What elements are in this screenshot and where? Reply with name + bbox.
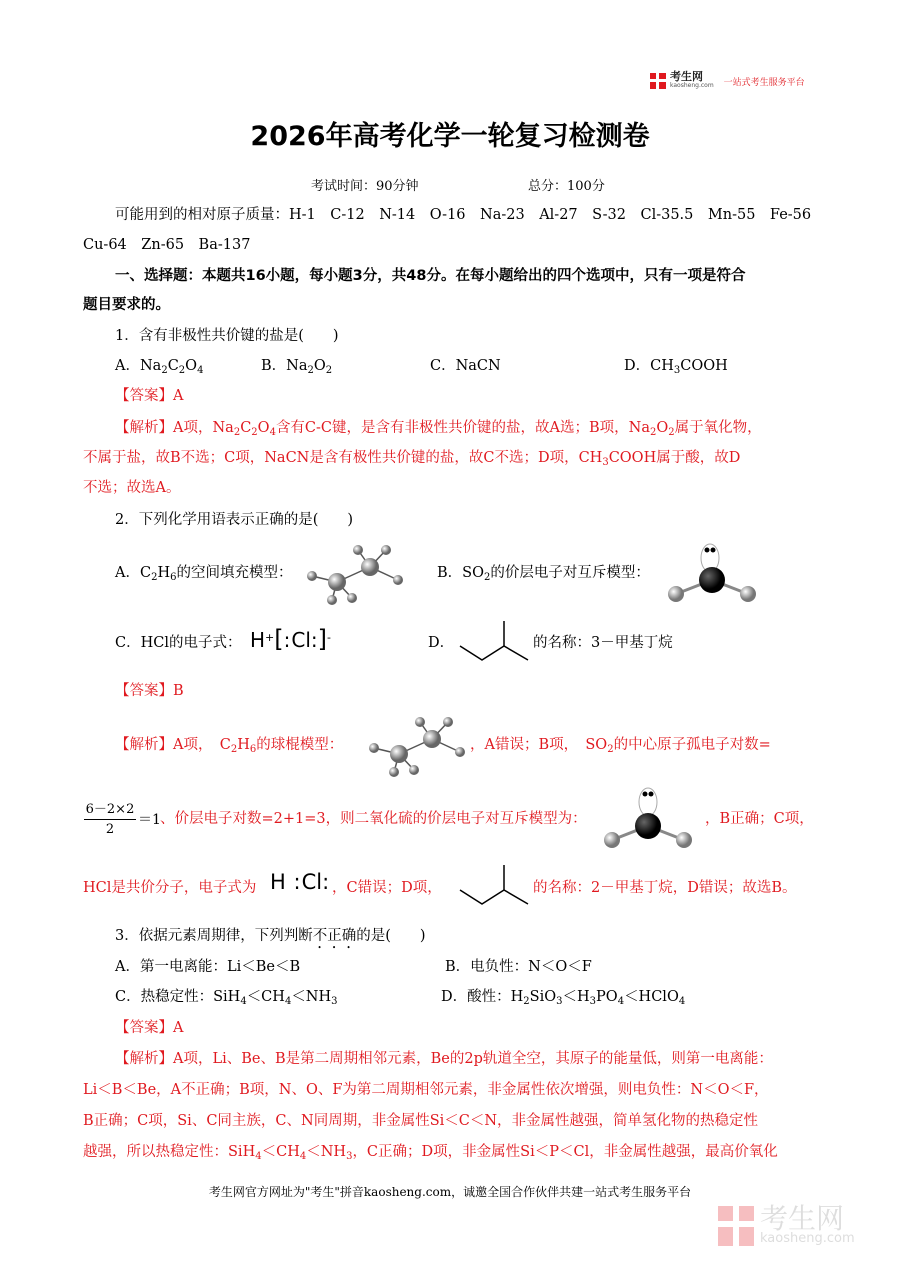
q1-answer: 【答案】A xyxy=(115,388,184,404)
atomic-mass-line1 xyxy=(115,205,811,225)
kaosheng-logo-icon xyxy=(650,73,666,89)
q1-explanation-1: 【解析】A项，$Na_2C_2O_4$含有C-C键，是含有非极性共价键的盐，故A选；B项，$Na_2O_2$属于氧化物， xyxy=(115,420,762,438)
q2-answer: 【答案】B xyxy=(115,683,184,699)
fraction-result: ＝1 xyxy=(138,812,161,828)
q2-option-b: B．$SO_2$的价层电子对互斥模型： xyxy=(437,565,650,583)
q2-option-a: A．$C_2H_6$的空间填充模型： xyxy=(115,565,293,583)
page-title: 2026年高考化学一轮复习检测卷 xyxy=(250,121,650,152)
exam-time: 考试时间：90分钟 xyxy=(311,179,419,194)
q3-option-b: B．电负性：N＜O＜F xyxy=(445,959,592,975)
fraction-numerator: 6－2×2 xyxy=(84,798,136,820)
section-heading-1: 一、选择题：本题共16小题，每小题3分，共48分。在每小题给出的四个选项中，只有一项是符合 xyxy=(115,268,746,284)
q1-stem: 1．含有非极性共价键的盐是( ) xyxy=(115,328,339,344)
skeletal-formula-image xyxy=(458,618,530,664)
q3-explanation-2: Li＜B＜Be，A不正确；B项，N、O、F为第二周期相邻元素，非金属性依次增强，则电负性：N＜O＜F， xyxy=(83,1082,769,1098)
q3-explanation-1: 【解析】A项，Li、Be、B是第二周期相邻元素，Be的2p轨道全空，其原子的能量低，则第一电离能： xyxy=(115,1051,773,1067)
fraction-denominator: 2 xyxy=(105,822,115,837)
exam-total: 总分：100分 xyxy=(528,179,605,194)
watermark-logo-icon xyxy=(718,1206,754,1246)
q3-option-a: A．第一电离能：Li＜Be＜B xyxy=(115,959,301,975)
watermark-text: 考生网 xyxy=(760,1202,845,1235)
q2-explanation-3: HCl是共价分子，电子式为 xyxy=(83,880,257,896)
section-heading-2: 题目要求的。 xyxy=(83,297,170,313)
atomic-mass-line2: Cu-64 Zn-65 Ba-137 xyxy=(83,237,251,253)
ethane-model-image xyxy=(302,542,408,606)
q2-explanation-3c: 的名称：2－甲基丁烷，D错误；故选B。 xyxy=(533,880,797,896)
q1-option-a: A．$Na_2C_2O_4$ xyxy=(115,358,204,376)
lone-pair-fraction xyxy=(84,798,136,837)
so2-vsepr-model-image xyxy=(662,540,762,608)
q2-option-d: D． xyxy=(428,635,455,651)
q1-option-d: D．$CH_3COOH$ xyxy=(624,358,728,376)
q2-stem: 2．下列化学用语表示正确的是( ) xyxy=(115,512,354,528)
ethane-ball-stick-image xyxy=(364,714,470,778)
atomic-mass-intro: 可能用到的相对原子质量： xyxy=(115,207,289,223)
atomic-mass-list1: H-1 C-12 N-14 O-16 Na-23 Al-27 S-32 Cl-35.5 Mn-55 Fe-56 xyxy=(289,207,812,223)
hcl-wrong-electron-formula: H+[:Cl:]- xyxy=(250,625,332,653)
q1-option-b: B．$Na_2O_2$ xyxy=(261,358,333,376)
brand-slogan: 一站式考生服务平台 xyxy=(723,77,805,88)
header-logo[interactable] xyxy=(650,72,805,90)
q3-explanation-4: 越强，所以热稳定性：$SiH_4<CH_4<NH_3$，C正确；D项，非金属性Si＜P＜Cl，非金属性越强，最高价氧化 xyxy=(83,1144,778,1162)
brand-url: kaosheng.com xyxy=(670,82,714,89)
page-footer: 考生网官方网址为"考生"拼音kaosheng.com，诚邀全国合作伙伴共建一站式考生服务平台 xyxy=(208,1185,692,1199)
q3-option-d: D．酸性：$H_2SiO_3<H_3PO_4<HClO_4$ xyxy=(441,989,686,1007)
q2-explanation-2: 、价层电子对数=2+1=3，则二氧化硫的价层电子对互斥模型为： xyxy=(160,811,587,827)
watermark-url: kaosheng.com xyxy=(760,1231,855,1246)
q2-option-d-name: 的名称：3－甲基丁烷 xyxy=(533,635,673,651)
q1-explanation-2: 不属于盐，故B不选；C项，NaCN是含有极性共价键的盐，故C不选；D项，$CH_3COOH$属于酸，故D xyxy=(83,450,741,468)
q1-option-c: C．NaCN xyxy=(430,358,501,374)
q1-explanation-3: 不选；故选A。 xyxy=(83,480,181,496)
q2-explanation-1b: ，A错误；B项， $SO_2$的中心原子孤电子对数= xyxy=(470,737,771,755)
q2-explanation-2b: ，B正确；C项， xyxy=(705,811,814,827)
q3-option-c: C．热稳定性：$SiH_4<CH_4<NH_3$ xyxy=(115,989,338,1007)
brand-name: 考生网 xyxy=(670,70,703,83)
q2-explanation-3b: ，C错误；D项， xyxy=(332,880,442,896)
q2-explanation-1: 【解析】A项， $C_2H_6$的球棍模型： xyxy=(115,737,344,755)
q2-option-c: C．HCl的电子式： xyxy=(115,635,242,651)
q3-stem: 3．依据元素周期律，下列判断不正确的是( ) xyxy=(115,928,426,944)
q3-explanation-3: B正确；C项，Si、C同主族，C、N同周期，非金属性Si＜C＜N，非金属性越强，简单氢化物的热稳定性 xyxy=(83,1113,759,1129)
kaosheng-watermark xyxy=(718,1202,855,1246)
q3-answer: 【答案】A xyxy=(115,1020,184,1036)
so2-vsepr-answer-image xyxy=(598,784,698,854)
hcl-correct-electron-formula: H :Cl: xyxy=(270,870,330,894)
skeletal-formula-answer-image xyxy=(458,862,530,908)
